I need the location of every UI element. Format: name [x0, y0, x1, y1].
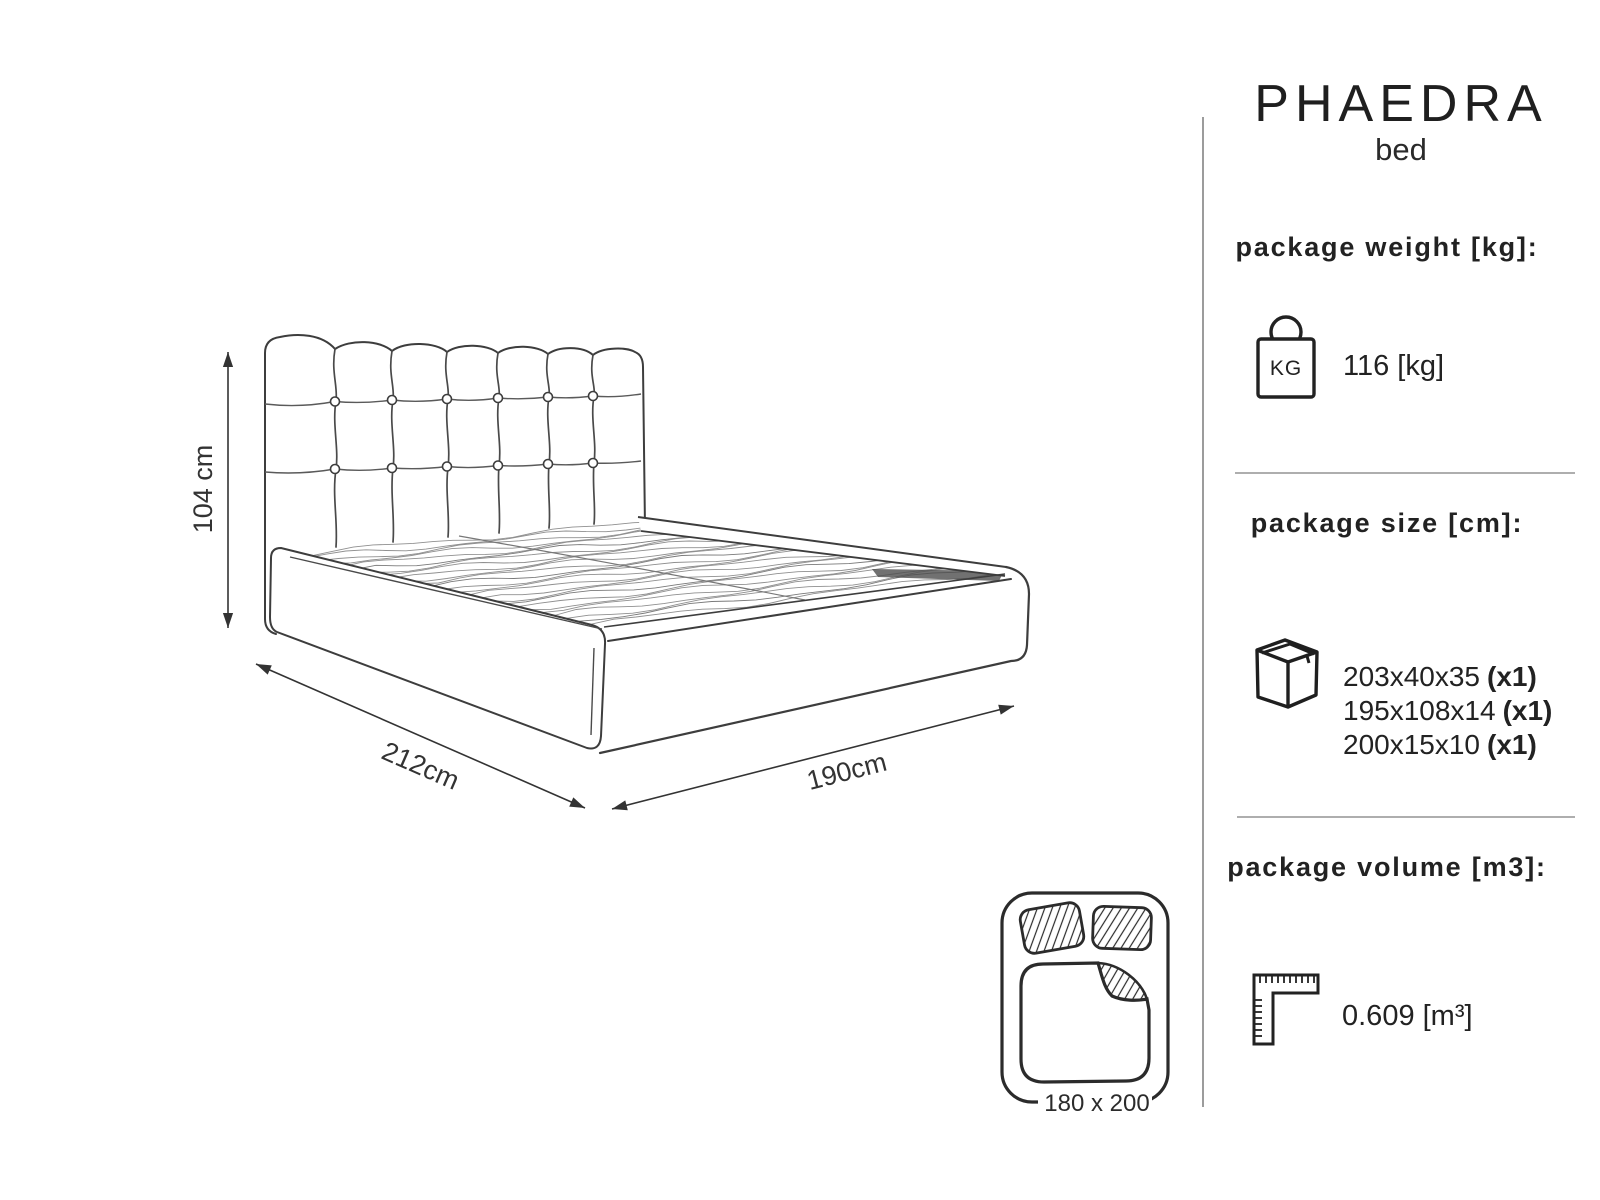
- package-size-item: 200x15x10 (x1): [1343, 729, 1537, 760]
- package-box-icon: [1250, 638, 1322, 714]
- section-divider: [1235, 472, 1575, 474]
- product-info-panel: [1202, 0, 1600, 1200]
- duvet-icon: [1021, 963, 1149, 1082]
- pillow-left-icon: [1019, 901, 1086, 955]
- ruler-icon: [1252, 972, 1322, 1047]
- package-weight-heading: package weight [kg]:: [1235, 232, 1539, 262]
- mattress-size-label: 180 x 200: [1044, 1090, 1150, 1117]
- package-size-item: 203x40x35 (x1): [1343, 661, 1537, 692]
- product-title: PHAEDRA: [1254, 75, 1548, 133]
- kg-icon-label: KG: [1269, 357, 1303, 380]
- height-dimension-label: 104 cm: [188, 444, 218, 534]
- package-size-heading: package size [cm]:: [1250, 508, 1524, 538]
- kg-weight-icon: [1256, 314, 1316, 400]
- pillow-right-icon: [1092, 906, 1151, 950]
- package-volume-value: 0.609 [m³]: [1342, 1000, 1473, 1032]
- package-weight-value: 116 [kg]: [1343, 350, 1445, 382]
- section-divider: [1237, 816, 1575, 818]
- bed-top-view-icon: [1002, 893, 1168, 1117]
- foot-face: [592, 567, 1029, 753]
- package-size-item: 195x108x14 (x1): [1343, 695, 1553, 726]
- product-subtitle: bed: [1375, 132, 1427, 167]
- package-size-list: [1343, 660, 1552, 762]
- depth-dimension-label: 212cm: [377, 735, 464, 796]
- width-dimension-label: 190cm: [803, 746, 890, 796]
- package-volume-heading: package volume [m3]:: [1227, 852, 1547, 882]
